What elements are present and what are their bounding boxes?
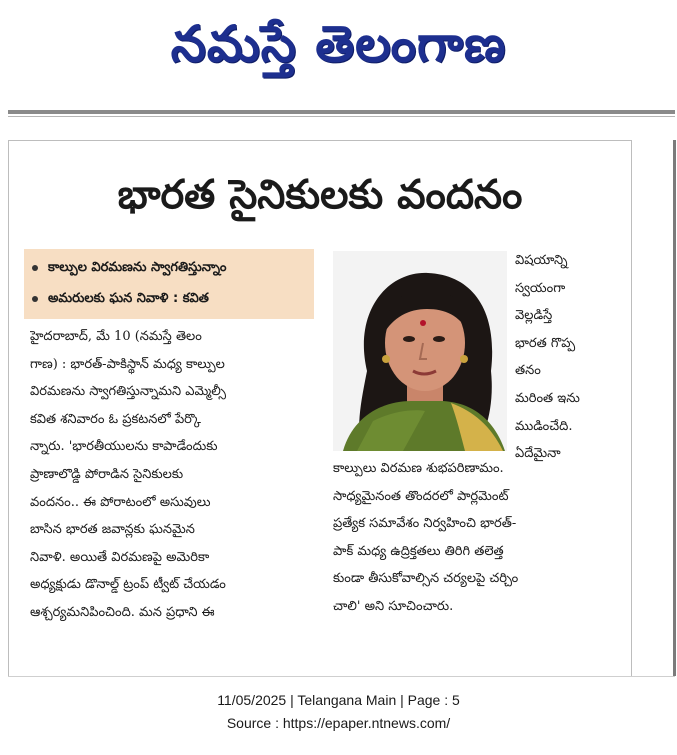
masthead [0,0,677,100]
body-text-line: గాణ) : భారత్-పాకిస్థాన్ మధ్య కాల్పుల [30,356,225,372]
article-body-left-column [30,323,316,627]
body-text-line: కవిత శనివారం ఓ ప్రకటనలో పేర్కొ [30,411,201,427]
body-text-line: కాల్పులు విరమణ శుభపరిణామం. [333,461,504,476]
highlight-item [32,254,312,282]
body-text-line: పాక్ మధ్య ఉద్రిక్తతలు తిరిగి తలెత్త [333,543,504,559]
body-text-line: సాధ్యమైనంత తొందరలో పార్లమెంట్ [333,488,509,504]
article-body-right-narrow-column [515,247,627,468]
body-text-line: హైదరాబాద్, మే 10 (నమస్తే తెలం [30,329,202,344]
edition-info: 11/05/2025 | Telangana Main | Page : 5 [217,692,460,708]
highlight-item [32,285,312,313]
body-text-line: విషయాన్ని [515,253,568,268]
source-link[interactable]: Source : https://epaper.ntnews.com/ [226,715,451,731]
body-text-line: మరింత ఇను [515,390,580,406]
body-text-line: భారత గొప్ప [515,335,576,351]
body-text-line: తనం [515,363,541,379]
highlight-text: అమరులకు ఘన నివాళి : కవిత [48,291,209,306]
body-text-line: ముడించేది. [515,418,573,434]
bullet-icon [32,296,38,302]
body-text-line: నివాళి. అయితే విరమణపై అమెరికా [30,549,210,565]
portrait-illustration [333,251,507,451]
body-text-line: బాసిన భారత జవాన్లకు ఘనమైన [30,522,195,538]
body-text-line: విరమణను స్వాగతిస్తున్నామని ఎమ్మెల్సీ [30,384,227,400]
body-text-line: న్నారు. 'భారతీయులను కాపాడేందుకు [30,439,218,455]
portrait-photo [333,251,507,451]
article-clipping [8,140,632,676]
adjacent-article-edge [673,140,676,676]
article-headline: భారత సైనికులకు వందనం [117,172,523,218]
body-text-line: కుండా తీసుకోవాల్సిన చర్యలపై చర్చిం [333,571,519,587]
body-text-line: ప్రత్యేక సమావేశం నిర్వహించి భారత్- [333,516,517,532]
body-text-line: వెల్లడిస్తే [515,308,553,324]
masthead-rule-thin [8,116,675,117]
footer-divider [8,676,675,677]
highlights-box [24,249,314,319]
body-text-line: వందనం.. ఈ పోరాటంలో అసువులు [30,494,211,510]
newspaper-logo: నమస్తే తెలంగాణ [170,15,507,73]
body-text-line: చాలి' అని సూచించారు. [333,598,454,614]
body-text-line: ఏదేమైనా [515,446,561,462]
masthead-rule [8,110,675,114]
body-text-line: అధ్యక్షుడు డొనాల్డ్ ట్రంప్ ట్వీట్ చేయడం [30,577,226,593]
bullet-icon [32,265,38,271]
body-text-line: ఆశ్చర్యమనిపించింది. మన ప్రధాని ఈ [30,604,215,620]
body-text-line: ప్రాణాలొడ్డి పోరాడిన సైనికులకు [30,466,184,482]
article-body-right-wide-column [333,455,627,621]
highlight-text: కాల్పుల విరమణను స్వాగతిస్తున్నాం [48,260,227,275]
body-text-line: స్వయంగా [515,280,566,296]
